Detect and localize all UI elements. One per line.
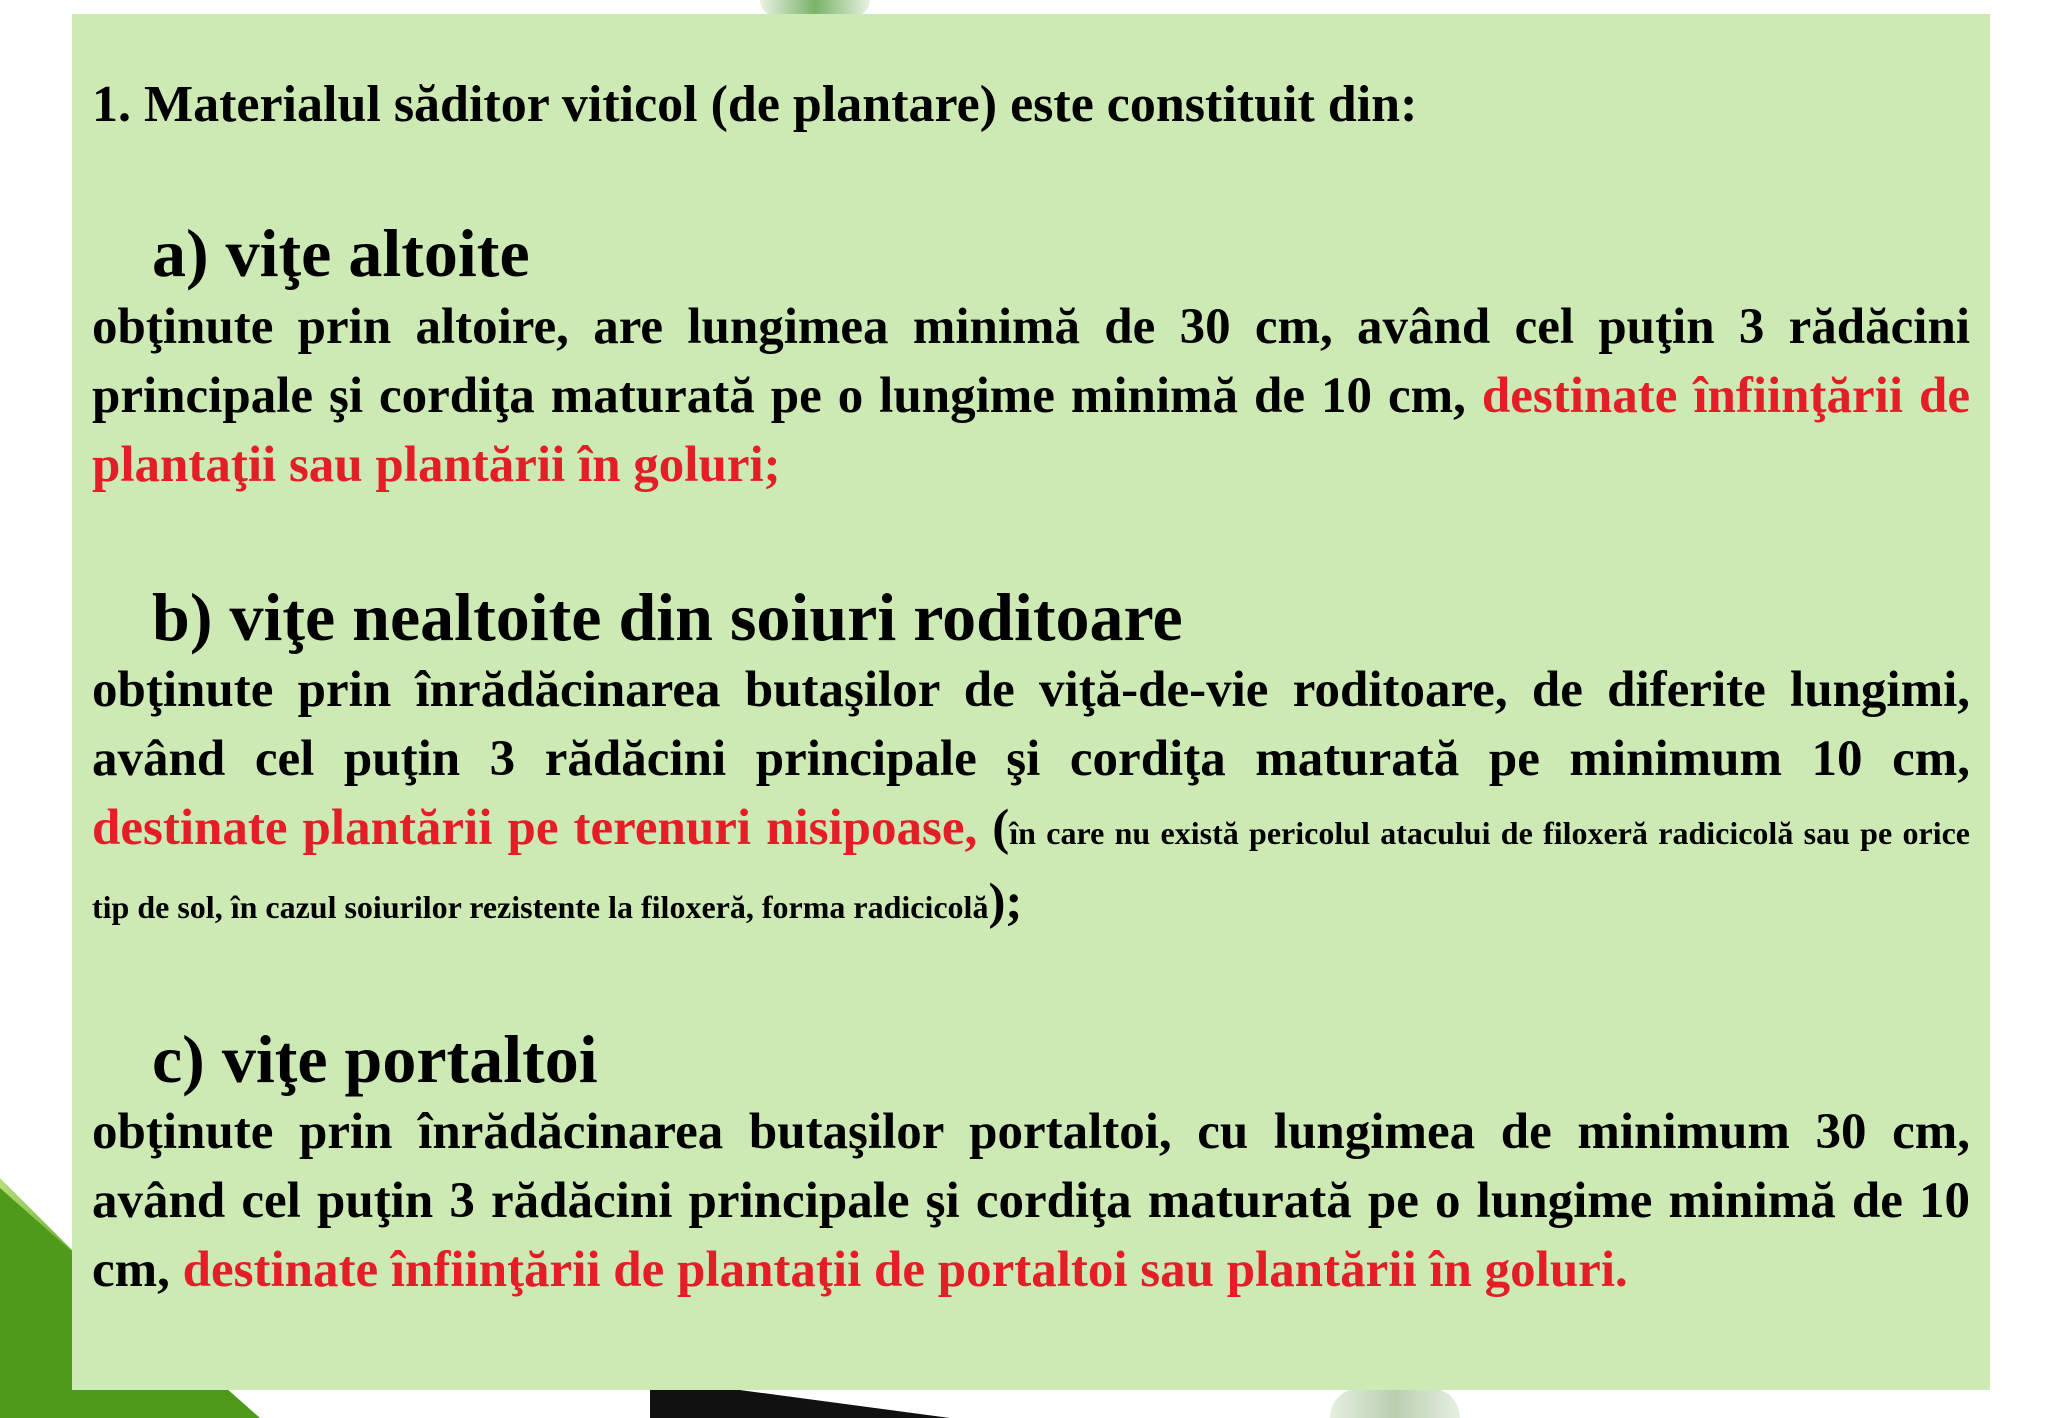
section-a-text: obţinute prin altoire, are lungimea minimă de 30 cm, având cel puţin 3 rădăcini principale şi cordiţa maturată pe o lungime minimă de 10 cm, [92, 298, 1970, 424]
section-b-note: în care nu există pericolul atacului de filoxeră radicicolă sau pe orice tip de sol, în cazul soiurilor rezistente la filoxeră, forma radicicolă [92, 814, 1970, 925]
section-b-text: obţinute prin înrădăcinarea butaşilor de viţă-de-vie roditoare, de diferite lungimi, având cel puţin 3 rădăcini principale şi cordiţa maturată pe minimum 10 cm, [92, 661, 1970, 787]
section-a-paragraph [92, 293, 1970, 500]
section-a [92, 214, 1970, 499]
section-c-paragraph [92, 1098, 1970, 1305]
section-b [92, 578, 1970, 942]
section-b-highlight: destinate plantării pe terenuri nisipoase, [92, 799, 978, 856]
section-c [92, 1020, 1970, 1305]
section-a-heading: a) viţe altoite [152, 215, 530, 292]
section-b-heading: b) viţe nealtoite din soiuri roditoare [152, 578, 1183, 655]
section-c-heading: c) viţe portaltoi [152, 1020, 598, 1097]
section-c-highlight: destinate înfiinţării de plantaţii de portaltoi sau plantării în goluri. [182, 1241, 1628, 1298]
leaf-decoration-bottom [1330, 1388, 1460, 1418]
section-c-text: obţinute prin înrădăcinarea butaşilor portaltoi, cu lungimea de minimum 30 cm, având cel puţin 3 rădăcini principale şi cordiţa maturată pe o lungime minimă de 10 cm, [92, 1103, 1970, 1298]
section-b-paragraph [92, 656, 1970, 942]
intro-title: 1. Materialul săditor viticol (de plantare) este constituit din: [92, 76, 1418, 133]
section-b-paren-open: ( [992, 799, 1010, 856]
section-a-highlight: destinate înfiinţării de plantaţii sau plantării în goluri; [92, 367, 1970, 493]
section-b-paren-close: ); [988, 873, 1023, 930]
content-panel [72, 14, 1990, 1390]
